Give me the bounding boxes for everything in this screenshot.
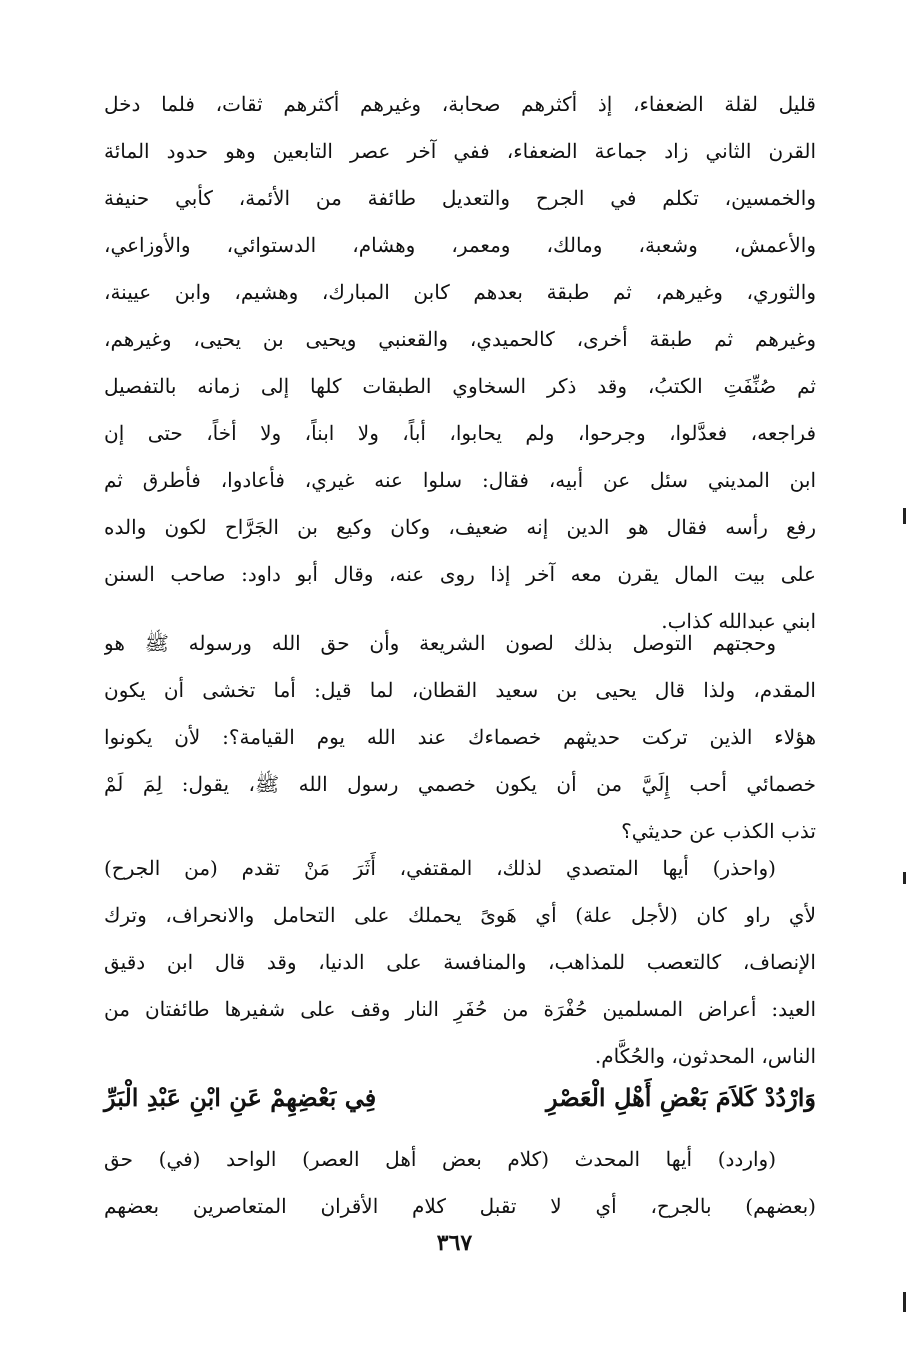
- text-line: والأعمش، وشعبة، ومالك، ومعمر، وهشام، الدستوائي، والأوزاعي،: [104, 233, 816, 257]
- text-line: هؤلاء الذين تركت حديثهم خصماءك عند الله يوم القيامة؟: لأن يكونوا: [104, 725, 816, 749]
- margin-mark: [903, 508, 906, 524]
- text-line: وغيرهم ثم طبقة أخرى، كالحميدي، والقعنبي ويحيى بن يحيى، وغيرهم،: [104, 327, 816, 351]
- text-line: والثوري، وغيرهم، ثم طبقة بعدهم كابن المبارك، وهشيم، وابن عيينة،: [104, 280, 816, 304]
- verse-heading: [104, 1068, 816, 1128]
- paragraph-1: [104, 81, 816, 645]
- text-line: (واردد) أيها المحدث (كلام بعض أهل العصر) الواحد (في) حق: [104, 1147, 776, 1171]
- text-line: قليل لقلة الضعفاء، إذ أكثرهم صحابة، وغيرهم أكثرهم ثقات، فلما دخل: [104, 92, 816, 116]
- text-line: لأي راو كان (لأجل علة) أي هَوىً يحملك على التحامل والانحراف، وترك: [104, 903, 816, 927]
- text-line: وحجتهم التوصل بذلك لصون الشريعة وأن حق الله ورسوله ﷺ هو: [104, 631, 776, 655]
- text-line: تذب الكذب عن حديثي؟: [621, 819, 816, 843]
- text-line: والخمسين، تكلم في الجرح والتعديل طائفة من الأئمة، كأبي حنيفة: [104, 186, 816, 210]
- margin-mark: [903, 872, 906, 884]
- page-number: ٣٦٧: [436, 1230, 473, 1256]
- text-line: المقدم، ولذا قال يحيى بن سعيد القطان، لما قيل: أما تخشى أن يكون: [104, 678, 816, 702]
- text-line: الإنصاف، كالتعصب للمذاهب، والمنافسة على الدنيا، وقد قال ابن دقيق: [104, 950, 816, 974]
- paragraph-3: [104, 845, 816, 1080]
- verse-second-hemistich: فِي بَعْضِهِمْ عَنِ ابْنِ عَبْدِ الْبَرِّ: [104, 1083, 377, 1112]
- text-line: العيد: أعراض المسلمين حُفْرَة من حُفَرِ النار وقف على شفيرها طائفتان من: [104, 997, 816, 1021]
- paragraph-2: [104, 620, 816, 855]
- paragraph-4: [104, 1136, 816, 1230]
- text-line: ابني عبدالله كذاب.: [661, 609, 816, 633]
- text-line: القرن الثاني زاد جماعة الضعفاء، ففي آخر عصر التابعين وهو حدود المائة: [104, 139, 816, 163]
- text-line: خصمائي أحب إِلَيَّ من أن يكون خصمي رسول الله ﷺ، يقول: لِمَ لَمْ: [104, 772, 816, 796]
- text-line: (بعضهم) بالجرح، أي لا تقبل كلام الأقران المتعاصرين بعضهم: [104, 1194, 816, 1218]
- text-line: على بيت المال يقرن معه آخر إذا روى عنه، وقال أبو داود: صاحب السنن: [104, 562, 816, 586]
- verse-first-hemistich: وَارْدُدْ كَلاَمَ بَعْضِ أَهْلِ الْعَصْرِ: [545, 1083, 816, 1112]
- text-line: ثم صُنِّفَتِ الكتبُ، وقد ذكر السخاوي الطبقات كلها إلى زمانه بالتفصيل: [104, 374, 816, 398]
- text-line: ابن المديني سئل عن أبيه، فقال: سلوا عنه غيري، فأعادوا، فأطرق ثم: [104, 468, 816, 492]
- text-line: فراجعه، فعدَّلوا، وجرحوا، ولم يحابوا، أباً، ولا ابناً، ولا أخاً، حتى إن: [104, 421, 816, 445]
- text-line: الناس، المحدثون، والحُكَّام.: [594, 1044, 816, 1068]
- text-line: (واحذر) أيها المتصدي لذلك، المقتفي، أَثَرَ مَنْ تقدم (من الجرح): [104, 856, 776, 880]
- text-line: رفع رأسه فقال هو الدين إنه ضعيف، وكان وكيع بن الجَرَّاح لكون والده: [104, 515, 816, 539]
- margin-mark: [903, 1292, 906, 1312]
